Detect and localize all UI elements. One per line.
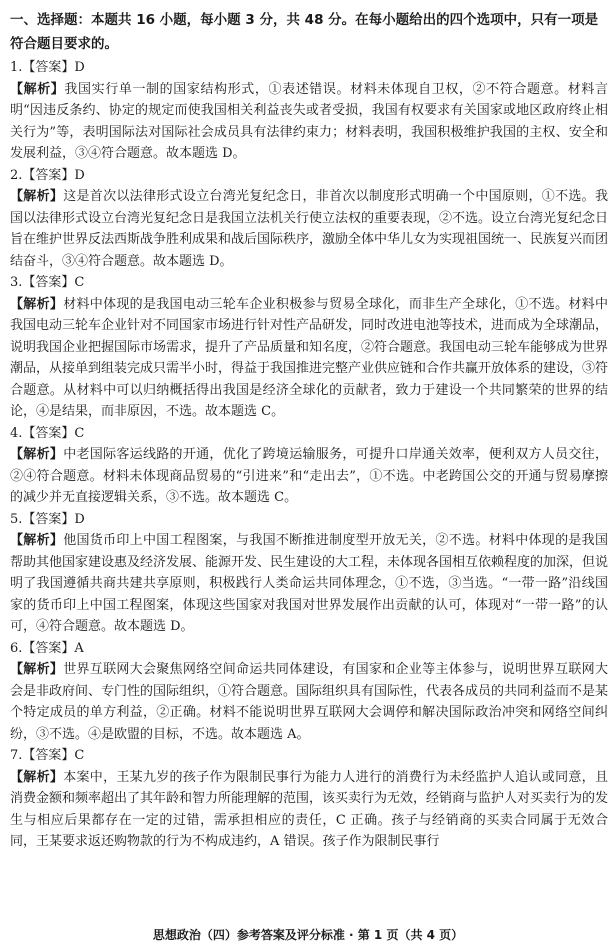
page-footer: 思想政治（四）参考答案及评分标准 · 第 1 页（共 4 页） (152, 928, 464, 942)
answer-value: D (74, 60, 85, 75)
analysis-tag: 【解析】 (10, 81, 65, 97)
analysis-text: 这是首次以法律形式设立台湾光复纪念日，非首次以制度形式明确一个中国原则，①不选。我国以法律形式设立台湾光复纪念日是我国立法机关行使立法权的重要表现，②不选。设立台湾光复纪念日旨在维护世界反法西斯战争胜利成果和战后国际秩序，激励全体中华儿女为实现祖国统一、民族复兴而团结奋斗，③④符合题意。故本题选 D。 (10, 189, 609, 269)
analysis-paragraph (10, 767, 608, 853)
analysis-text: 本案中，王某九岁的孩子作为限制民事行为能力人进行的消费行为未经监护人追认或同意，且消费金额和频率超出了其年龄和智力所能理解的范围，该买卖行为无效，经销商与监护人对买卖行为的发生与相应后果都存在一定的过错，需承担相应的责任，C 正确。孩子与经销商的买卖合同属于无效合同，王某要求返还购物款的行为不构成违约，A 错误。孩子作为限制民事行 (10, 769, 609, 849)
analysis-tag: 【解析】 (10, 769, 64, 785)
question-number: 1. (10, 60, 23, 75)
question-number: 4. (10, 425, 23, 441)
question-list (10, 57, 608, 853)
answer-tag: 【答案】 (22, 275, 75, 290)
question-number: 3. (10, 275, 23, 290)
answer-tag: 【答案】 (22, 511, 75, 527)
answer-value: C (74, 425, 85, 441)
question-item (10, 745, 608, 853)
answer-tag: 【答案】 (22, 640, 75, 656)
analysis-paragraph (10, 530, 608, 638)
analysis-text: 中老国际客运线路的开通，优化了跨境运输服务，可提升口岸通关效率，便利双方人员交往，②④符合题意。材料未体现商品贸易的“引进来”和“走出去”，①不选。中老跨国公交的开通与贸易摩擦的减少并无直接逻辑关系，③不选。故本题选 C。 (10, 447, 608, 505)
analysis-text: 世界互联网大会聚焦网络空间命运共同体建设，有国家和企业等主体参与，说明世界互联网大会是非政府间、专门性的国际组织，①符合题意。国际组织具有国际性，代表各成员的共同利益而不是某个特定成员的单方利益，②正确。材料不能说明世界互联网大会调停和解决国际政治冲突和网络空间纠纷，③不选。④是欧盟的目标，不选。故本题选 A。 (10, 662, 609, 742)
answer-line (10, 423, 608, 445)
question-item (10, 638, 608, 746)
answer-line (10, 745, 608, 767)
analysis-text: 材料中体现的是我国电动三轮车企业积极参与贸易全球化，而非生产全球化，①不选。材料中我国电动三轮车企业针对不同国家市场进行针对性产品研发，同时改进电池等技术，进而成为全球潮品，说明我国企业把握国际市场需求，提升了产品质量和知名度，②符合题意。我国电动三轮车能够成为世界潮品，从接单到组装完成只需半小时，得益于我国推进完整产业供应链和合作共赢开放体系的建设，③符合题意。从材料中可以归纳概括得出我国是经济全球化的贡献者，致力于建设一个共同繁荣的世界的结论，④是结果，而非原因，不选。故本题选 C。 (10, 296, 609, 419)
question-number: 2. (10, 167, 23, 183)
analysis-tag: 【解析】 (10, 533, 64, 548)
question-item (10, 165, 608, 273)
answer-value: D (74, 511, 85, 527)
analysis-tag: 【解析】 (10, 189, 64, 204)
answer-line (10, 509, 608, 531)
question-item (10, 57, 608, 165)
question-item (10, 509, 608, 638)
analysis-paragraph (10, 79, 608, 165)
question-item (10, 423, 608, 509)
question-number: 6. (10, 640, 23, 656)
answer-line (10, 165, 608, 187)
answer-value: D (74, 167, 85, 183)
question-number: 5. (10, 511, 23, 527)
answer-line (10, 272, 608, 294)
analysis-paragraph (10, 659, 608, 745)
answer-line (10, 57, 608, 79)
question-number: 7. (10, 748, 23, 763)
section-header: 一、选择题：本题共 16 小题，每小题 3 分，共 48 分。在每小题给出的四个选项中，只有一项是符合题目要求的。 (10, 12, 599, 52)
answer-tag: 【答案】 (22, 60, 75, 75)
analysis-text: 我国实行单一制的国家结构形式，①表述错误。材料未体现自卫权，②不符合题意。材料言明“因违反条约、协定的规定而使我国相关利益丧失或者受损，我国有权要求有关国家或地区政府终止相关行为”等，表明国际法对国际社会成员具有法律约束力；材料表明，我国积极维护我国的主权、安全和发展利益，③④符合题意。故本题选 D。 (10, 81, 608, 161)
question-item (10, 272, 608, 423)
analysis-text: 他国货币印上中国工程图案，与我国不断推进制度型开放无关，②不选。材料中体现的是我国帮助其他国家建设惠及经济发展、能源开发、民生建设的大工程，未体现各国相互依赖程度的加深，但说明了我国遵循共商共建共享原则，积极践行人类命运共同体理念，①不选，③当选。“一带一路”沿线国家的货币印上中国工程图案，体现这些国家对我国对世界发展作出贡献的认可，体现对“一带一路”的认可，④符合题意。故本题选 D。 (10, 533, 609, 634)
answer-tag: 【答案】 (22, 748, 75, 763)
answer-tag: 【答案】 (22, 167, 75, 183)
analysis-paragraph (10, 186, 608, 272)
answer-tag: 【答案】 (22, 425, 75, 441)
analysis-paragraph (10, 294, 608, 423)
answer-line (10, 638, 608, 660)
analysis-tag: 【解析】 (10, 296, 64, 312)
answer-value: A (74, 640, 84, 656)
answer-value: C (74, 748, 85, 763)
analysis-tag: 【解析】 (10, 447, 64, 462)
analysis-tag: 【解析】 (10, 662, 64, 677)
answer-value: C (74, 275, 85, 290)
analysis-paragraph (10, 444, 608, 509)
